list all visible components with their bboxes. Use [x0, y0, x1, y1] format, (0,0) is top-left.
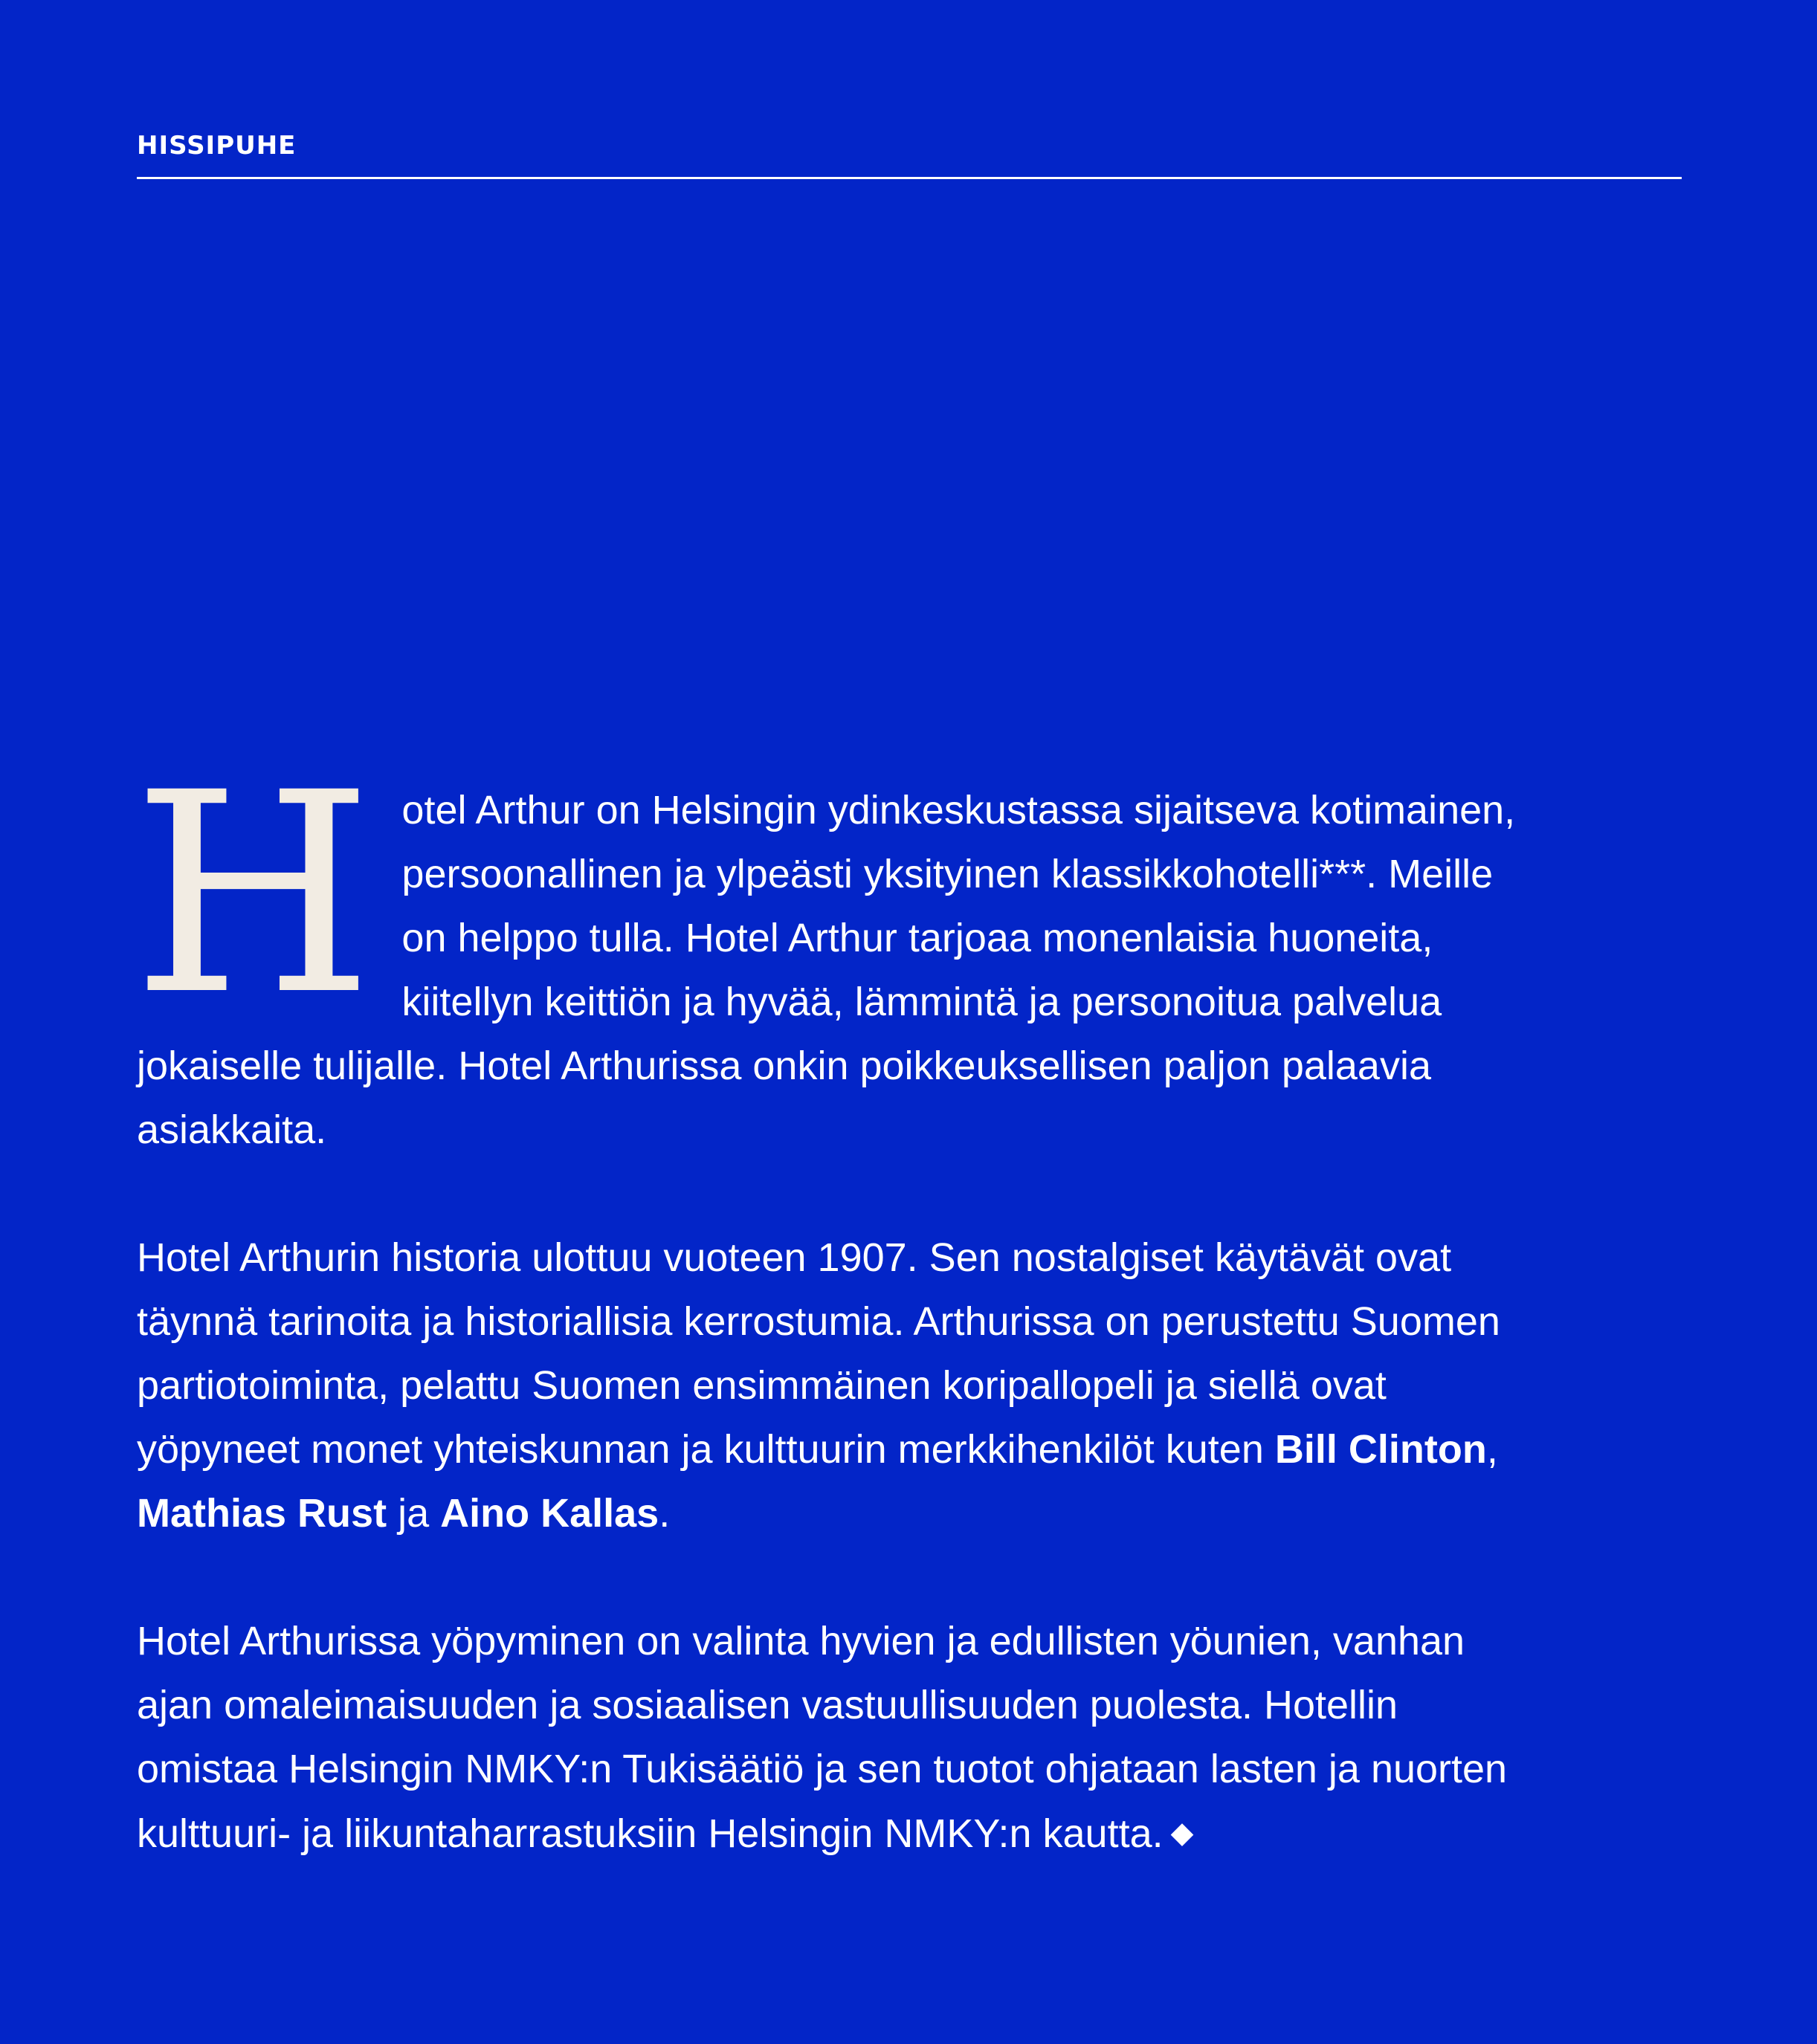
page: [132, 0, 1682, 2044]
paragraph-intro: [132, 734, 1534, 1162]
separator-2: ja: [387, 1491, 441, 1536]
header-divider: [137, 177, 1682, 179]
notable-guest-2: Mathias Rust: [137, 1491, 387, 1536]
notable-guest-3: Aino Kallas: [440, 1491, 659, 1536]
paragraph-responsibility: [137, 1609, 1534, 1866]
drop-cap: H: [132, 734, 374, 1055]
notable-guest-1: Bill Clinton: [1274, 1427, 1487, 1472]
paragraph-history-text: Hotel Arthurin historia ulottuu vuoteen 1907. Sen nostalgiset käytävät ovat täynnä tarinoita ja historiallisia kerrostumia. Arthurissa on perustettu Suomen partiotoiminta, pelattu Suomen ensimmäinen koripallopeli ja siellä ovat yöpyneet monet yhteiskunnan ja kulttuurin merkkihenkilöt kuten: [137, 1235, 1500, 1472]
paragraph-history-end: .: [659, 1491, 671, 1536]
diamond-end-icon: ◆: [1170, 1817, 1194, 1849]
article-body: [132, 734, 1534, 1866]
paragraph-responsibility-text: Hotel Arthurissa yöpyminen on valinta hyvien ja edullisten yöunien, vanhan ajan omaleimaisuuden ja sosiaalisen vastuullisuuden puolesta. Hotellin omistaa Helsingin NMKY:n Tukisäätiö ja sen tuotot ohjataan lasten ja nuorten kulttuuri- ja liikuntaharrastuksiin Helsingin NMKY:n kautta.: [137, 1619, 1508, 1856]
section-label: HISSIPUHE: [137, 131, 297, 161]
paragraph-intro-text: otel Arthur on Helsingin ydinkeskustassa sijaitseva kotimainen, persoonallinen ja ylpeästi yksityinen klassikkohotelli***. Meille on helppo tulla. Hotel Arthur tarjoaa monenlaisia huoneita, kiitellyn keittiön ja hyvää, lämmintä ja personoitua palvelua jokaiselle tulijalle. Hotel Arthurissa onkin poikkeuksellisen paljon palaavia asiakkaita.: [137, 788, 1516, 1152]
separator-1: ,: [1486, 1427, 1498, 1472]
paragraph-history: [137, 1226, 1534, 1545]
